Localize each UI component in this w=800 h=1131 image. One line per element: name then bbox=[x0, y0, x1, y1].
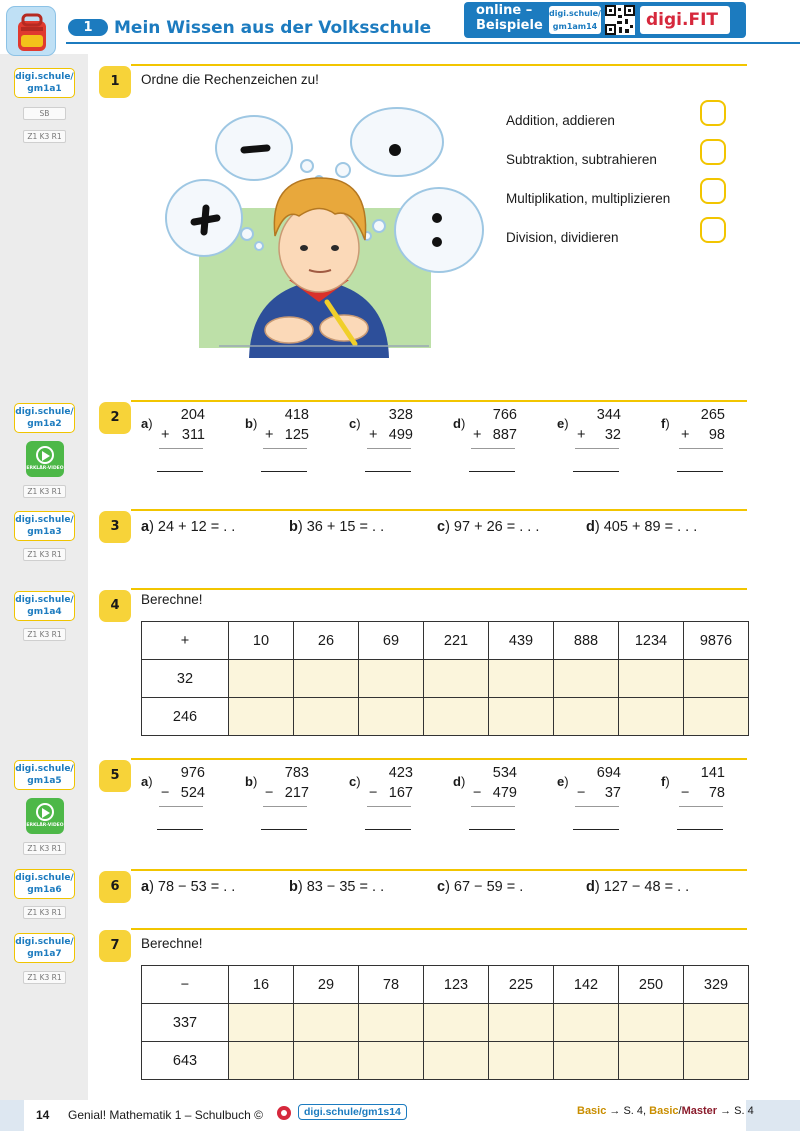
answer-cell[interactable] bbox=[424, 1042, 489, 1080]
table-header-cell: 250 bbox=[619, 966, 684, 1004]
table-header-cell: 26 bbox=[294, 622, 359, 660]
task2-item-c: c) 328 + 499 bbox=[349, 407, 413, 477]
task1-answer-box-multiplication[interactable] bbox=[700, 178, 726, 204]
task3-item-c: c) 97 + 26 = . . . bbox=[437, 519, 540, 535]
task4-instruction: Berechne! bbox=[141, 592, 203, 607]
task4-number: 4 bbox=[99, 590, 131, 622]
answer-line[interactable] bbox=[677, 471, 723, 472]
table-row bbox=[142, 1042, 749, 1080]
answer-cell[interactable] bbox=[359, 698, 424, 736]
task6-item-c: c) 67 − 59 = . bbox=[437, 879, 524, 895]
task6-chip-competence: Z1 K3 R1 bbox=[23, 906, 66, 919]
task1-answer-box-subtraction[interactable] bbox=[700, 139, 726, 165]
answer-cell[interactable] bbox=[684, 660, 749, 698]
footer-book-title: Genial! Mathematik 1 – Schulbuch © bbox=[68, 1108, 263, 1122]
answer-line[interactable] bbox=[469, 471, 515, 472]
task5-item-e: e) 694 − 37 bbox=[557, 765, 621, 835]
task4-rule bbox=[131, 588, 747, 590]
publisher-logo-icon bbox=[275, 1104, 293, 1122]
table-header-cell: 1234 bbox=[619, 622, 684, 660]
answer-cell[interactable] bbox=[489, 1042, 554, 1080]
answer-line[interactable] bbox=[365, 471, 411, 472]
table-header-row bbox=[142, 622, 749, 660]
answer-cell[interactable] bbox=[294, 1004, 359, 1042]
answer-cell[interactable] bbox=[424, 698, 489, 736]
answer-line[interactable] bbox=[261, 829, 307, 830]
answer-cell[interactable] bbox=[359, 1042, 424, 1080]
task2-item-a: a) 204 + 311 bbox=[141, 407, 205, 477]
online-examples-label: online – Beispiele bbox=[476, 3, 543, 33]
task3-chip-competence: Z1 K3 R1 bbox=[23, 548, 66, 561]
task5-item-b: b) 783 − 217 bbox=[245, 765, 309, 835]
task7-rule bbox=[131, 928, 747, 930]
answer-cell[interactable] bbox=[684, 698, 749, 736]
table-row bbox=[142, 698, 749, 736]
table-row bbox=[142, 1004, 749, 1042]
table-header-cell: 16 bbox=[229, 966, 294, 1004]
task3-code-link[interactable]: digi.schule/ gm1a3 bbox=[14, 511, 75, 541]
table-row-header: 32 bbox=[142, 660, 229, 698]
answer-cell[interactable] bbox=[554, 698, 619, 736]
answer-cell[interactable] bbox=[554, 1042, 619, 1080]
answer-line[interactable] bbox=[677, 829, 723, 830]
task1-option-addition: Addition, addieren bbox=[506, 113, 615, 128]
task2-item-f: f) 265 + 98 bbox=[661, 407, 725, 477]
footer-reference[interactable]: Basic → S. 4, Basic/Master → S. 4 bbox=[577, 1105, 754, 1117]
answer-cell[interactable] bbox=[619, 660, 684, 698]
answer-cell[interactable] bbox=[619, 1004, 684, 1042]
page-number: 14 bbox=[36, 1108, 50, 1122]
table-header-cell: 78 bbox=[359, 966, 424, 1004]
task7-subtraction-table bbox=[141, 965, 749, 1080]
task2-item-d: d) 766 + 887 bbox=[453, 407, 517, 477]
table-header-cell: 439 bbox=[489, 622, 554, 660]
task6-code-link[interactable]: digi.schule/ gm1a6 bbox=[14, 869, 75, 899]
task3-rule bbox=[131, 509, 747, 511]
answer-line[interactable] bbox=[157, 471, 203, 472]
answer-cell[interactable] bbox=[229, 698, 294, 736]
answer-cell[interactable] bbox=[424, 1004, 489, 1042]
backpack-logo-icon bbox=[6, 6, 56, 56]
task5-rule bbox=[131, 758, 747, 760]
task2-rule bbox=[131, 400, 747, 402]
table-header-cell: 888 bbox=[554, 622, 619, 660]
task1-chip-sb: SB bbox=[23, 107, 66, 120]
task7-code-link[interactable]: digi.schule/ gm1a7 bbox=[14, 933, 75, 963]
digifit-logo[interactable]: digi.FIT bbox=[640, 6, 730, 34]
task3-item-a: a) 24 + 12 = . . bbox=[141, 519, 236, 535]
task7-instruction: Berechne! bbox=[141, 936, 203, 951]
task5-video-button[interactable]: ERKLÄR-VIDEO bbox=[26, 798, 64, 834]
table-header-row bbox=[142, 966, 749, 1004]
table-header-cell: 225 bbox=[489, 966, 554, 1004]
task1-code-link[interactable]: digi.schule/ gm1a1 bbox=[14, 68, 75, 98]
table-header-cell: 29 bbox=[294, 966, 359, 1004]
table-header-cell: 10 bbox=[229, 622, 294, 660]
answer-cell[interactable] bbox=[359, 660, 424, 698]
answer-cell[interactable] bbox=[684, 1042, 749, 1080]
task1-rule bbox=[131, 64, 747, 66]
task4-code-link[interactable]: digi.schule/ gm1a4 bbox=[14, 591, 75, 621]
task6-rule bbox=[131, 869, 747, 871]
task3-item-d: d) 405 + 89 = . . . bbox=[586, 519, 698, 535]
answer-cell[interactable] bbox=[294, 1042, 359, 1080]
task2-item-b: b) 418 + 125 bbox=[245, 407, 309, 477]
boy-thinking-illustration bbox=[139, 90, 501, 358]
answer-cell[interactable] bbox=[554, 660, 619, 698]
task2-number: 2 bbox=[99, 402, 131, 434]
task1-option-subtraction: Subtraktion, subtrahieren bbox=[506, 152, 657, 167]
task2-chip-competence: Z1 K3 R1 bbox=[23, 485, 66, 498]
task7-number: 7 bbox=[99, 930, 131, 962]
answer-cell[interactable] bbox=[489, 698, 554, 736]
answer-line[interactable] bbox=[573, 829, 619, 830]
task4-addition-table bbox=[141, 621, 749, 736]
chapter-number-badge: 1 bbox=[68, 19, 108, 36]
task1-answer-box-division[interactable] bbox=[700, 217, 726, 243]
answer-cell[interactable] bbox=[229, 660, 294, 698]
answer-cell[interactable] bbox=[684, 1004, 749, 1042]
task2-item-e: e) 344 + 32 bbox=[557, 407, 621, 477]
answer-line[interactable] bbox=[261, 471, 307, 472]
table-row-header: 246 bbox=[142, 698, 229, 736]
play-icon bbox=[42, 808, 50, 818]
task5-code-link[interactable]: digi.schule/ gm1a5 bbox=[14, 760, 75, 790]
task6-item-b: b) 83 − 35 = . . bbox=[289, 879, 385, 895]
task6-item-a: a) 78 − 53 = . . bbox=[141, 879, 236, 895]
task1-chip-competence: Z1 K3 R1 bbox=[23, 130, 66, 143]
task5-item-d: d) 534 − 479 bbox=[453, 765, 517, 835]
chapter-title: Mein Wissen aus der Volksschule bbox=[114, 18, 432, 38]
answer-cell[interactable] bbox=[554, 1004, 619, 1042]
table-header-cell: 9876 bbox=[684, 622, 749, 660]
table-row-header: 337 bbox=[142, 1004, 229, 1042]
answer-line[interactable] bbox=[573, 471, 619, 472]
table-operator-cell: − bbox=[142, 966, 229, 1004]
table-header-cell: 329 bbox=[684, 966, 749, 1004]
answer-cell[interactable] bbox=[619, 698, 684, 736]
task1-option-division: Division, dividieren bbox=[506, 230, 619, 245]
answer-line[interactable] bbox=[157, 829, 203, 830]
table-operator-cell: + bbox=[142, 622, 229, 660]
online-code-link[interactable]: digi.schule/ gm1am14 bbox=[549, 6, 601, 34]
task5-item-f: f) 141 − 78 bbox=[661, 765, 725, 835]
task1-instruction: Ordne die Rechenzeichen zu! bbox=[141, 72, 319, 87]
play-icon bbox=[42, 451, 50, 461]
table-row-header: 643 bbox=[142, 1042, 229, 1080]
task5-chip-competence: Z1 K3 R1 bbox=[23, 842, 66, 855]
table-header-cell: 69 bbox=[359, 622, 424, 660]
answer-cell[interactable] bbox=[229, 1004, 294, 1042]
answer-cell[interactable] bbox=[424, 660, 489, 698]
task5-number: 5 bbox=[99, 760, 131, 792]
table-header-cell: 221 bbox=[424, 622, 489, 660]
task7-chip-competence: Z1 K3 R1 bbox=[23, 971, 66, 984]
answer-cell[interactable] bbox=[489, 660, 554, 698]
answer-line[interactable] bbox=[469, 829, 515, 830]
footer-code-link[interactable]: digi.schule/gm1s14 bbox=[298, 1104, 407, 1120]
header-rule bbox=[66, 42, 800, 44]
table-header-cell: 142 bbox=[554, 966, 619, 1004]
answer-cell[interactable] bbox=[489, 1004, 554, 1042]
table-header-cell: 123 bbox=[424, 966, 489, 1004]
answer-cell[interactable] bbox=[359, 1004, 424, 1042]
task5-item-a: a) 976 − 524 bbox=[141, 765, 205, 835]
task6-item-d: d) 127 − 48 = . . bbox=[586, 879, 690, 895]
task1-number: 1 bbox=[99, 66, 131, 98]
task2-code-link[interactable]: digi.schule/ gm1a2 bbox=[14, 403, 75, 433]
task4-chip-competence: Z1 K3 R1 bbox=[23, 628, 66, 641]
task6-number: 6 bbox=[99, 871, 131, 903]
qr-code-icon bbox=[605, 5, 635, 35]
answer-cell[interactable] bbox=[294, 660, 359, 698]
task2-video-button[interactable]: ERKLÄR-VIDEO bbox=[26, 441, 64, 477]
answer-cell[interactable] bbox=[619, 1042, 684, 1080]
task3-number: 3 bbox=[99, 511, 131, 543]
answer-cell[interactable] bbox=[294, 698, 359, 736]
task1-answer-box-addition[interactable] bbox=[700, 100, 726, 126]
task3-item-b: b) 36 + 15 = . . bbox=[289, 519, 385, 535]
task5-item-c: c) 423 − 167 bbox=[349, 765, 413, 835]
answer-cell[interactable] bbox=[229, 1042, 294, 1080]
table-row bbox=[142, 660, 749, 698]
answer-line[interactable] bbox=[365, 829, 411, 830]
task1-option-multiplication: Multiplikation, multiplizieren bbox=[506, 191, 671, 206]
